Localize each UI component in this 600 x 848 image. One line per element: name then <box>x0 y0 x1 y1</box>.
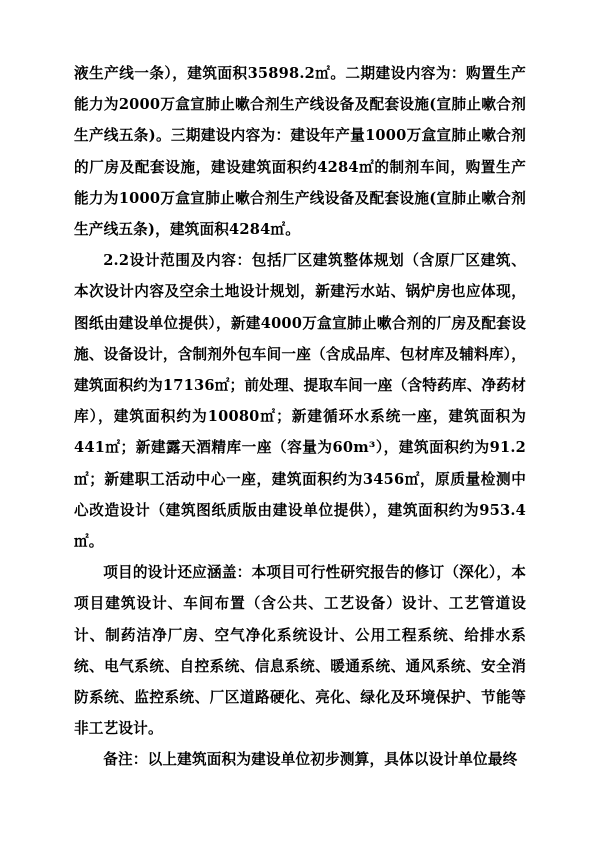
paragraph-1: 液生产线一条），建筑面积35898.2㎡。二期建设内容为：购置生产能力为2000万盒宣肺止嗽合剂生产线设备及配套设施(宣肺止嗽合剂生产线五条)。三期建设内容为：建设年产量1000万盒宣肺止嗽合剂的厂房及配套设施，建设建筑面积约4284㎡的制剂车间，购置生产能力为1000万盒宣肺止嗽合剂生产线设备及配套设施(宣肺止嗽合剂生产线五条)，建筑面积4284㎡。 <box>74 65 526 239</box>
paragraph-2: 2.2设计范围及内容：包括厂区建筑整体规划（含原厂区建筑、本次设计内容及空余土地设计规划，新建污水站、锅炉房也应体现，图纸由建设单位提供），新建4000万盒宣肺止嗽合剂的厂房及配套设施、设备设计，含制剂外包车间一座（含成品库、包材库及辅料库），建筑面积约为17136㎡；前处理、提取车间一座（含特药库、净药材库），建筑面积约为10080㎡；新建循环水系统一座，建筑面积为441㎡；新建露天酒精库一座（容量为60m³），建筑面积约为91.2㎡；新建职工活动中心一座，建筑面积约为3456㎡，原质量检测中心改造设计（建筑图纸质版由建设单位提供），建筑面积约为953.4㎡。 <box>74 252 526 551</box>
page-text-body <box>74 58 526 776</box>
paragraph-4: 备注：以上建筑面积为建设单位初步测算，具体以设计单位最终 <box>103 751 518 769</box>
paragraph-3: 项目的设计还应涵盖：本项目可行性研究报告的修订（深化），本项目建筑设计、车间布置（含公共、工艺设备）设计、工艺管道设计、制药洁净厂房、空气净化系统设计、公用工程系统、给排水系统、电气系统、自控系统、信息系统、暖通系统、通风系统、安全消防系统、监控系统、厂区道路硬化、亮化、绿化及环境保护、节能等非工艺设计。 <box>74 564 526 738</box>
